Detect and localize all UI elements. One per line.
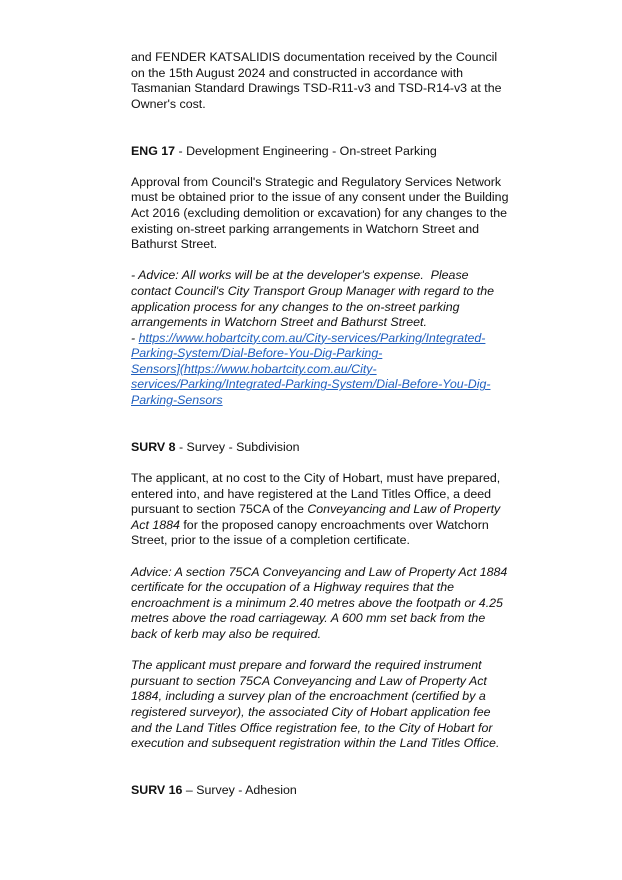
eng17-body-line: existing on-street parking arrangements in Watchorn Street and xyxy=(131,221,480,236)
surv8-heading xyxy=(131,440,531,456)
surv8-body-line-post: for the proposed canopy encroachments over Watchorn xyxy=(179,517,489,532)
surv8-body-line: The applicant, at no cost to the City of Hobart, must have prepared, xyxy=(131,471,501,486)
surv8-instrument-line: execution and subsequent registration within the Land Titles Office. xyxy=(131,736,500,751)
surv8-advice xyxy=(131,565,531,643)
surv8-body xyxy=(131,471,531,549)
eng17-body-line: Act 2016 (excluding demolition or excavation) for any changes to the xyxy=(131,205,508,220)
parking-sensors-link[interactable] xyxy=(131,331,490,407)
eng17-body xyxy=(131,175,531,253)
link-line[interactable]: services/Parking/Integrated-Parking-System/Dial-Before-You-Dig- xyxy=(131,377,491,392)
intro-line: Owner's cost. xyxy=(131,96,206,111)
eng17-advice-line: contact Council's City Transport Group Manager with regard to the xyxy=(131,283,495,298)
eng17-body-line: Bathurst Street. xyxy=(131,237,218,252)
intro-line: on the 15th August 2024 and constructed in accordance with xyxy=(131,65,464,80)
surv8-advice-line: metres above the road carriageway. A 600 mm set back from the xyxy=(131,611,486,626)
surv8-advice-line: encroachment is a minimum 2.40 metres above the footpath or 4.25 xyxy=(131,595,503,610)
intro-line: Tasmanian Standard Drawings TSD-R11-v3 and TSD-R14-v3 at the xyxy=(131,81,502,96)
surv8-advice-line: certificate for the occupation of a Highway requires that the xyxy=(131,580,455,595)
link-line[interactable]: Sensors](https://www.hobartcity.com.au/City- xyxy=(131,361,377,376)
eng17-body-line: must be obtained prior to the issue of any consent under the Building xyxy=(131,190,509,205)
eng17-heading xyxy=(131,144,531,160)
eng17-advice-line: - Advice: All works will be at the developer's expense. Please xyxy=(131,268,469,283)
eng17-body-line: Approval from Council's Strategic and Regulatory Services Network xyxy=(131,174,502,189)
surv16-heading xyxy=(131,783,531,799)
surv8-instrument-line: The applicant must prepare and forward the required instrument xyxy=(131,658,482,673)
surv8-code: SURV 8 xyxy=(131,439,176,454)
surv8-instrument-line: pursuant to section 75CA Conveyancing and Law of Property Act xyxy=(131,673,487,688)
surv8-body-line: Street, prior to the issue of a completion certificate. xyxy=(131,533,410,548)
intro-paragraph xyxy=(131,50,531,112)
eng17-advice-line: application process for any changes to the on-street parking xyxy=(131,299,460,314)
eng17-code: ENG 17 xyxy=(131,143,176,158)
surv8-advice-line: Advice: A section 75CA Conveyancing and Law of Property Act 1884 xyxy=(131,564,508,579)
link-line[interactable]: Parking-System/Dial-Before-You-Dig-Parking- xyxy=(131,346,383,361)
act-name: Act 1884 xyxy=(131,517,180,532)
eng17-title: - Development Engineering - On-street Parking xyxy=(175,143,437,158)
link-line[interactable]: Parking-Sensors xyxy=(131,393,223,408)
link-line[interactable]: https://www.hobartcity.com.au/City-services/Parking/Integrated- xyxy=(138,330,486,345)
document-page xyxy=(131,50,531,799)
intro-line: and FENDER KATSALIDIS documentation received by the Council xyxy=(131,50,498,64)
surv8-advice-line: back of kerb may also be required. xyxy=(131,626,322,641)
eng17-advice xyxy=(131,268,531,408)
eng17-advice-line: arrangements in Watchorn Street and Bathurst Street. xyxy=(131,315,427,330)
act-name: Conveyancing and Law of Property xyxy=(307,502,501,517)
surv8-title: - Survey - Subdivision xyxy=(175,439,300,454)
surv8-instrument-line: 1884, including a survey plan of the encroachment (certified by a xyxy=(131,689,486,704)
surv8-instrument-line: and the Land Titles Office registration fee, to the City of Hobart for xyxy=(131,720,493,735)
surv16-code: SURV 16 xyxy=(131,782,183,797)
surv8-instrument-line: registered surveyor), the associated City of Hobart application fee xyxy=(131,704,491,719)
surv16-title: – Survey - Adhesion xyxy=(182,782,297,797)
link-prefix: - xyxy=(131,330,139,345)
surv8-body-line-pre: pursuant to section 75CA of the xyxy=(131,502,308,517)
surv8-instrument xyxy=(131,658,531,752)
surv8-body-line: entered into, and have registered at the Land Titles Office, a deed xyxy=(131,486,492,501)
